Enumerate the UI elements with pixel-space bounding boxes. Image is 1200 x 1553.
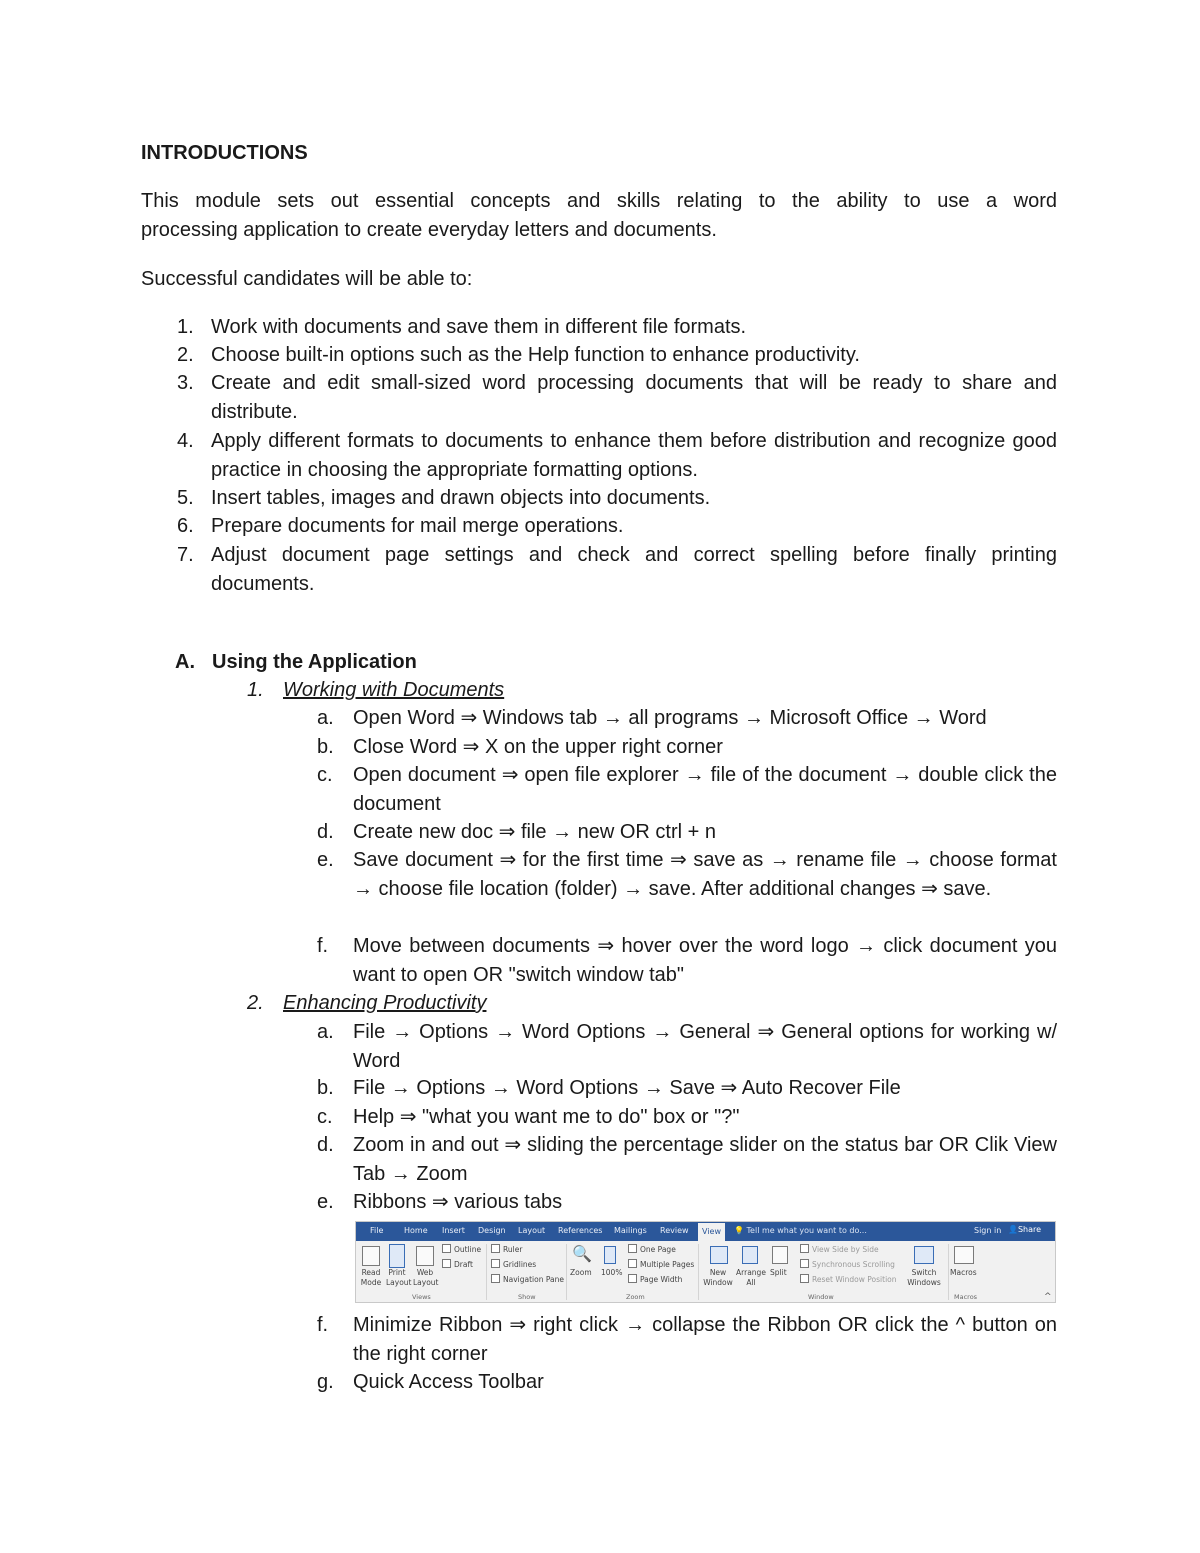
step-text: Open Word ⇒ Windows tab → all programs → Microsoft Office → Word — [353, 707, 987, 729]
tell-me-text: Tell me what you want to do... — [746, 1226, 867, 1235]
switch-windows-icon — [914, 1246, 934, 1264]
collapse-ribbon-button[interactable]: ^ — [1044, 1292, 1052, 1302]
objective-text: Apply different formats to documents to enhance them before distribution and recognize good practice in choosing the appropriate formatting options. — [211, 430, 1057, 481]
step-text: File → Options → Word Options → Save ⇒ Auto Recover File — [353, 1077, 901, 1099]
objective-number: 5. — [177, 487, 194, 509]
navigation-pane-checkbox[interactable] — [491, 1274, 564, 1284]
checkbox-icon — [491, 1259, 500, 1268]
ribbon-tab-home[interactable]: Home — [404, 1226, 428, 1235]
step-letter: f. — [317, 935, 329, 957]
navigation-pane-label: Navigation Pane — [503, 1275, 564, 1284]
step-text: Save document ⇒ for the first time ⇒ save as → rename file → choose format → choose file location (folder) → save. After additional changes ⇒ save. — [353, 849, 1057, 900]
objective-text: Adjust document page settings and check and correct spelling before finally printing documents. — [211, 544, 1057, 595]
step-text: Help ⇒ "what you want me to do" box or "?" — [353, 1106, 740, 1128]
gridlines-label: Gridlines — [503, 1260, 537, 1269]
step-text: File → Options → Word Options → General ⇒ General options for working w/ Word — [353, 1021, 1057, 1072]
arrange-all-icon — [742, 1246, 758, 1264]
ribbon-tab-references[interactable]: References — [558, 1226, 603, 1235]
ribbon-tab-review[interactable]: Review — [660, 1226, 689, 1235]
section-title: Using the Application — [212, 651, 417, 673]
lightbulb-icon: 💡 — [734, 1226, 747, 1235]
sync-scroll-icon — [800, 1259, 809, 1268]
ruler-label: Ruler — [503, 1245, 523, 1254]
zoom-100-button[interactable]: 100% — [601, 1268, 623, 1277]
page-icon — [628, 1244, 637, 1253]
step-text: Minimize Ribbon ⇒ right click → collapse the Ribbon OR click the ^ button on the right corner — [353, 1314, 1057, 1365]
side-by-side-icon — [800, 1244, 809, 1253]
step-letter: f. — [317, 1314, 329, 1336]
objective-number: 1. — [177, 316, 194, 338]
step-letter: e. — [317, 849, 334, 871]
checkbox-icon — [491, 1274, 500, 1283]
group-label-show: Show — [518, 1293, 536, 1301]
new-window-icon — [710, 1246, 728, 1264]
macros-button[interactable]: Macros — [950, 1268, 977, 1277]
step-letter: b. — [317, 736, 334, 758]
objective-number: 6. — [177, 515, 194, 537]
group-divider — [698, 1244, 699, 1300]
pages-icon — [628, 1259, 637, 1268]
outline-label: Outline — [454, 1245, 482, 1254]
step-letter: a. — [317, 1021, 334, 1043]
page-heading: INTRODUCTIONS — [141, 142, 308, 164]
gridlines-checkbox[interactable] — [491, 1259, 536, 1269]
step-letter: d. — [317, 821, 334, 843]
one-page-button[interactable] — [628, 1244, 676, 1254]
step-letter: d. — [317, 1134, 334, 1156]
checkbox-icon — [442, 1259, 451, 1268]
read-mode-icon — [362, 1246, 380, 1266]
step-text: Create new doc ⇒ file → new OR ctrl + n — [353, 821, 717, 843]
objective-text: Work with documents and save them in different file formats. — [211, 316, 747, 338]
objective-number: 7. — [177, 544, 194, 566]
view-side-by-side-label: View Side by Side — [812, 1245, 879, 1254]
ribbon-tab-layout[interactable]: Layout — [518, 1226, 546, 1235]
objective-number: 4. — [177, 430, 194, 452]
step-letter: g. — [317, 1371, 334, 1393]
new-window-button[interactable]: New Window — [703, 1268, 733, 1287]
zoom-button[interactable]: Zoom — [570, 1268, 592, 1277]
subsection-title: Working with Documents — [283, 679, 505, 701]
objective-text: Create and edit small-sized word processing documents that will be ready to share and distribute. — [211, 372, 1057, 423]
group-label-window: Window — [808, 1293, 834, 1301]
print-layout-icon — [389, 1244, 405, 1268]
magnifier-icon: 🔍 — [572, 1244, 592, 1263]
ribbon-tab-view[interactable]: View — [698, 1223, 725, 1241]
step-text: Quick Access Toolbar — [353, 1371, 544, 1393]
ruler-checkbox[interactable] — [491, 1244, 522, 1254]
lead-text: Successful candidates will be able to: — [141, 268, 473, 290]
step-text: Open document ⇒ open file explorer → file of the document → double click the document — [353, 764, 1057, 815]
page-width-label: Page Width — [640, 1275, 683, 1284]
subsection-title: Enhancing Productivity — [283, 992, 487, 1014]
step-letter: e. — [317, 1191, 334, 1213]
step-text: Close Word ⇒ X on the upper right corner — [353, 736, 723, 758]
draft-button[interactable] — [442, 1259, 473, 1269]
checked-box-icon — [491, 1244, 500, 1253]
sign-in-link[interactable]: Sign in — [974, 1226, 1002, 1235]
zoom-100-icon — [604, 1246, 616, 1264]
view-side-by-side-button[interactable] — [800, 1244, 879, 1254]
ribbon-tab-mailings[interactable]: Mailings — [614, 1226, 647, 1235]
split-icon — [772, 1246, 788, 1264]
split-button[interactable]: Split — [770, 1268, 787, 1277]
share-button[interactable] — [1008, 1225, 1041, 1234]
outline-button[interactable] — [442, 1244, 481, 1254]
step-text: Move between documents ⇒ hover over the word logo → click document you want to open OR "switch window tab" — [353, 935, 1057, 986]
reset-window-position-label: Reset Window Position — [812, 1275, 897, 1284]
objective-text: Prepare documents for mail merge operations. — [211, 515, 624, 537]
ribbon-tab-design[interactable]: Design — [478, 1226, 506, 1235]
multiple-pages-label: Multiple Pages — [640, 1260, 695, 1269]
objective-number: 2. — [177, 344, 194, 366]
synchronous-scrolling-button[interactable] — [800, 1259, 895, 1269]
group-divider — [566, 1244, 567, 1300]
ribbon-tab-insert[interactable]: Insert — [442, 1226, 465, 1235]
page-width-icon — [628, 1274, 637, 1283]
tell-me-box[interactable] — [734, 1226, 867, 1235]
group-label-zoom: Zoom — [626, 1293, 645, 1301]
ribbon-screenshot — [355, 1221, 1056, 1303]
step-text: Zoom in and out ⇒ sliding the percentage slider on the status bar OR Clik View Tab → Zoom — [353, 1134, 1057, 1185]
group-divider — [486, 1244, 487, 1300]
subsection-number: 2. — [247, 992, 264, 1014]
section-letter: A. — [175, 651, 195, 673]
checkbox-icon — [442, 1244, 451, 1253]
web-layout-button[interactable]: Web Layout — [413, 1268, 439, 1287]
print-layout-button[interactable]: Print Layout — [386, 1268, 412, 1287]
share-label: Share — [1017, 1225, 1042, 1234]
step-letter: b. — [317, 1077, 334, 1099]
macros-icon — [954, 1246, 974, 1264]
synchronous-scrolling-label: Synchronous Scrolling — [812, 1260, 895, 1269]
reset-window-position-button[interactable] — [800, 1274, 897, 1284]
intro-line-1: This module sets out essential concepts and skills relating to the ability to use a word — [141, 190, 1057, 212]
multiple-pages-button[interactable] — [628, 1259, 694, 1269]
one-page-label: One Page — [640, 1245, 676, 1254]
group-label-macros: Macros — [954, 1293, 978, 1301]
ribbon-tab-file[interactable]: File — [370, 1226, 384, 1235]
subsection-number: 1. — [247, 679, 264, 701]
arrange-all-button[interactable]: Arrange All — [736, 1268, 766, 1287]
step-letter: a. — [317, 707, 334, 729]
page-width-button[interactable] — [628, 1274, 682, 1284]
read-mode-button[interactable]: Read Mode — [360, 1268, 382, 1287]
draft-label: Draft — [454, 1260, 473, 1269]
reset-position-icon — [800, 1274, 809, 1283]
intro-line-2: processing application to create everyday letters and documents. — [141, 219, 717, 241]
web-layout-icon — [416, 1246, 434, 1266]
step-letter: c. — [317, 1106, 333, 1128]
person-icon: 👤 — [1008, 1225, 1018, 1234]
step-letter: c. — [317, 764, 333, 786]
switch-windows-button[interactable]: Switch Windows — [907, 1268, 941, 1287]
objective-text: Choose built-in options such as the Help function to enhance productivity. — [211, 344, 860, 366]
objective-number: 3. — [177, 372, 194, 394]
step-text: Ribbons ⇒ various tabs — [353, 1191, 563, 1213]
objective-text: Insert tables, images and drawn objects into documents. — [211, 487, 711, 509]
group-divider — [948, 1244, 949, 1300]
group-label-views: Views — [412, 1293, 431, 1301]
